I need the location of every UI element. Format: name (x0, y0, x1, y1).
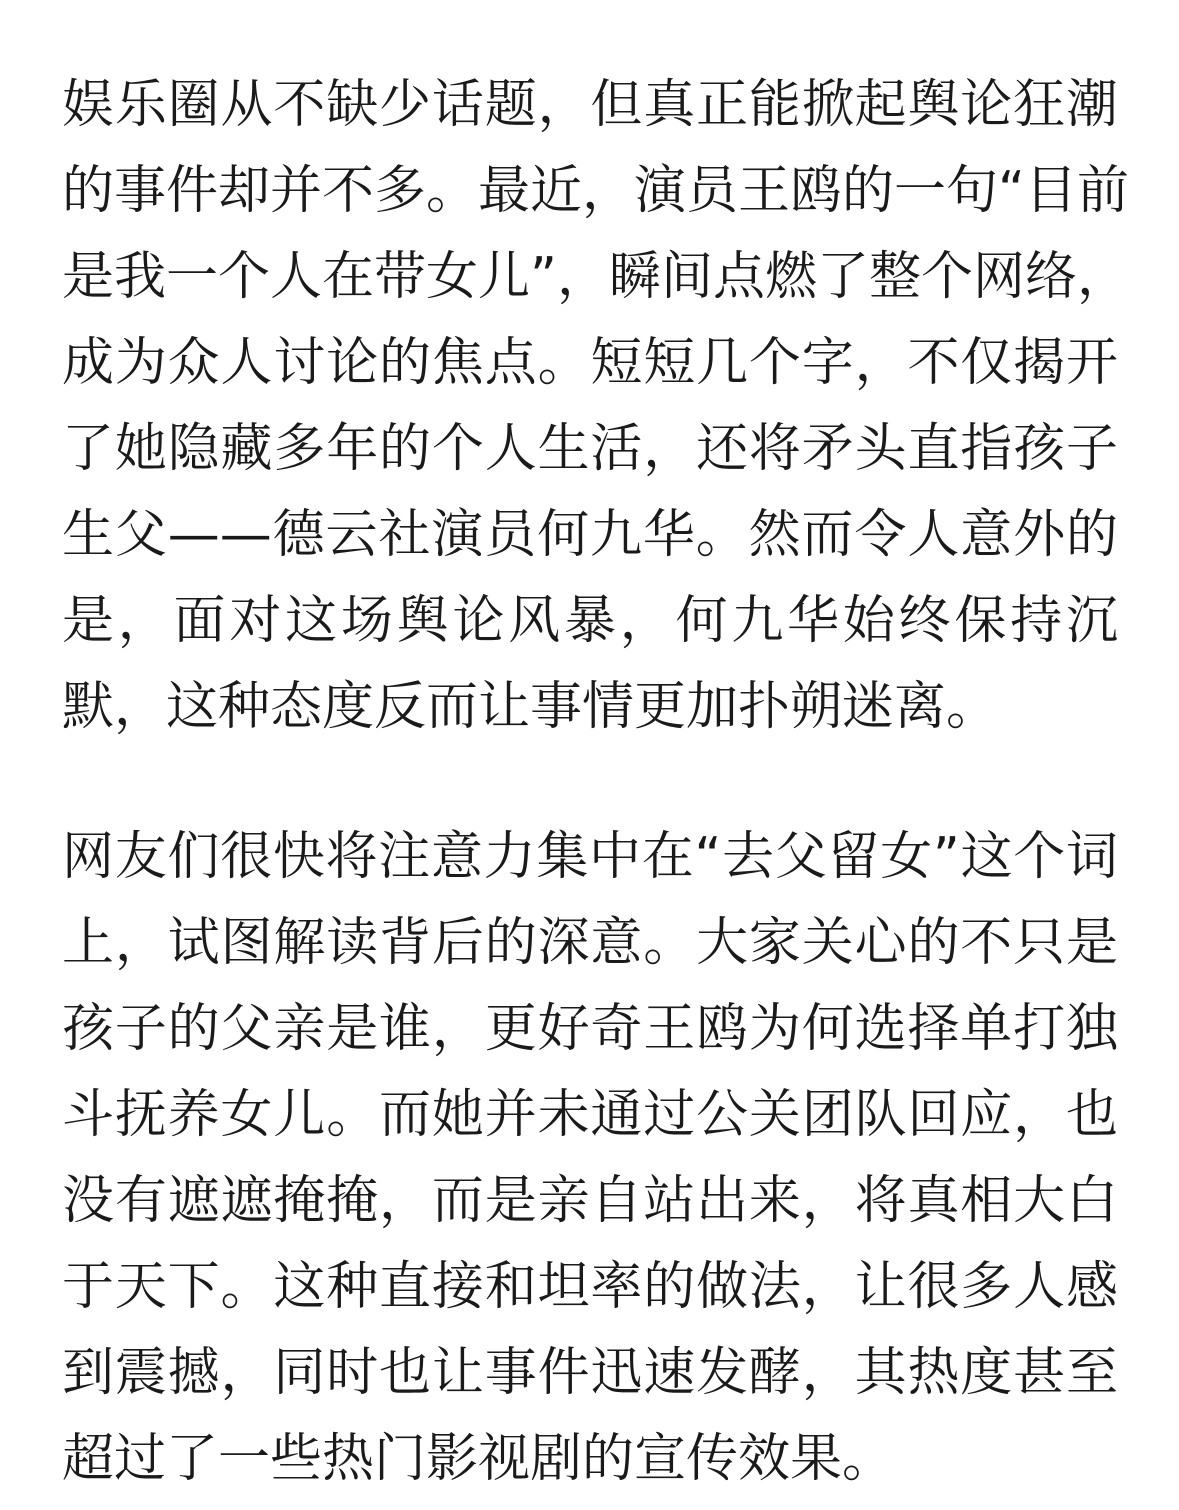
text-line: 到震撼，同时也让事件迅速发酵，其热度甚至 (62, 1343, 1118, 1403)
text-line: 没有遮遮掩掩，而是亲自站出来，将真相大白 (62, 1171, 1118, 1231)
text-line: 网友们很快将注意力集中在“去父留女”这个词 (62, 827, 1118, 887)
article-body (62, 62, 1129, 1502)
paragraph-2 (62, 814, 1118, 1502)
text-line: 是我一个人在带女儿”，瞬间点燃了整个网络， (62, 247, 1129, 307)
text-line: 了她隐藏多年的个人生活，还将矛头直指孩子 (62, 419, 1118, 479)
text-line: 斗抚养女儿。而她并未通过公关团队回应，也 (62, 1085, 1118, 1145)
text-line: 孩子的父亲是谁，更好奇王鸥为何选择单打独 (62, 999, 1118, 1059)
paragraph-spacer (62, 750, 1118, 814)
text-line: 上，试图解读背后的深意。大家关心的不只是 (62, 913, 1118, 973)
text-line: 是，面对这场舆论风暴，何九华始终保持沉 (62, 591, 1118, 651)
paragraph-1 (62, 62, 1129, 750)
text-line: 成为众人讨论的焦点。短短几个字，不仅揭开 (62, 333, 1118, 393)
text-line: 于天下。这种直接和坦率的做法，让很多人感 (62, 1257, 1118, 1317)
text-line: 超过了一些热门影视剧的宣传效果。 (62, 1429, 895, 1489)
text-line: 默，这种态度反而让事情更加扑朔迷离。 (62, 677, 999, 737)
text-line: 的事件却并不多。最近，演员王鸥的一句“目前 (62, 161, 1129, 221)
text-line: 娱乐圈从不缺少话题，但真正能掀起舆论狂潮 (62, 75, 1118, 135)
text-line: 生父——德云社演员何九华。然而令人意外的 (62, 505, 1118, 565)
